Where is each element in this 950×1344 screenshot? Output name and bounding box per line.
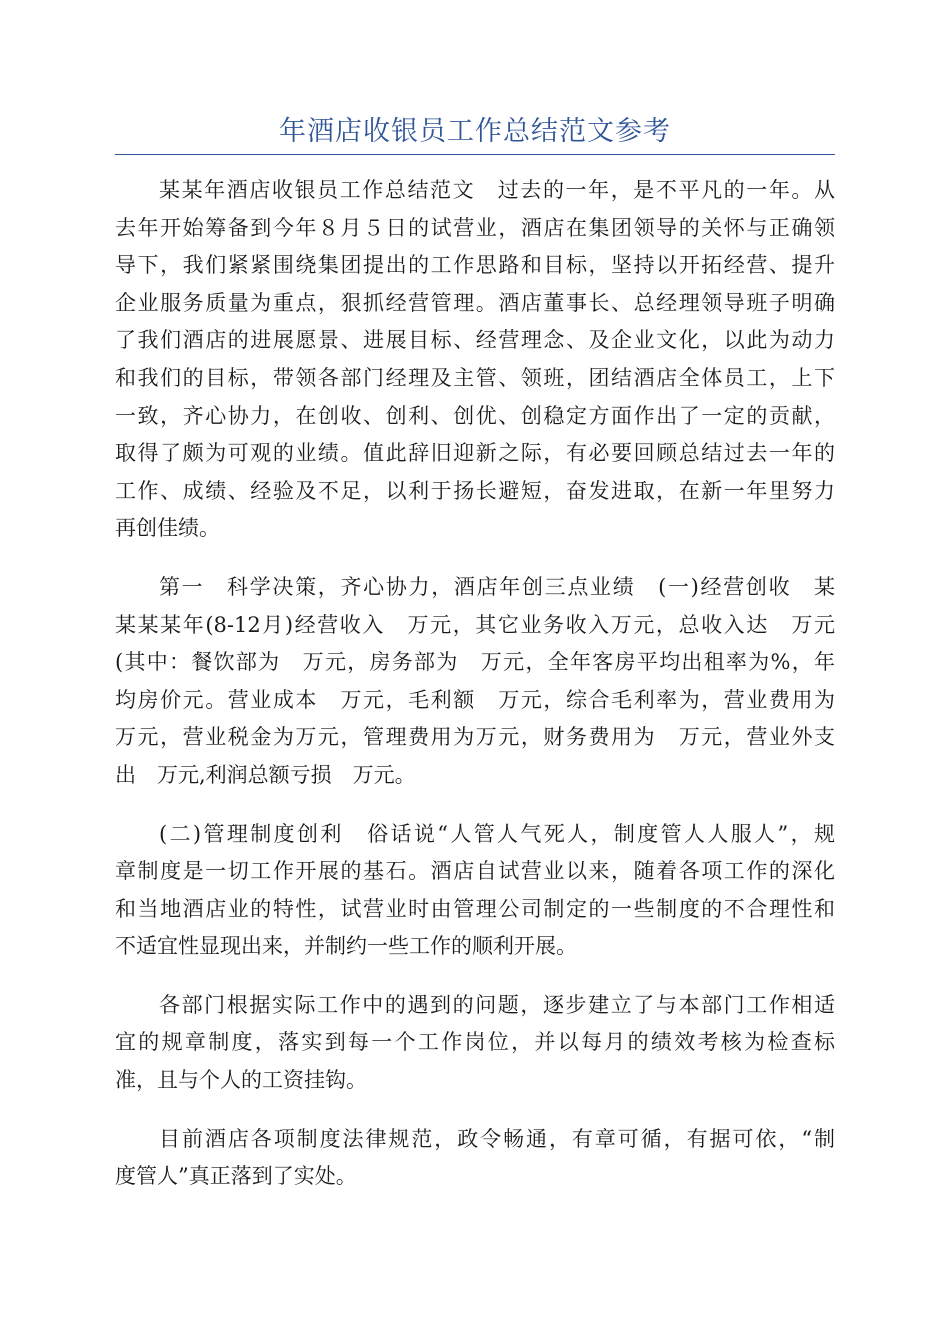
paragraph bbox=[115, 987, 835, 1100]
document-body bbox=[115, 172, 835, 1217]
paragraph bbox=[115, 1121, 835, 1196]
text-line: 和当地酒店业的特性，试营业时由管理公司制定的一些制度的不合理性和 bbox=[115, 896, 835, 921]
text-line: 均房价元。营业成本 万元，毛利额 万元，综合毛利率为，营业费用为 bbox=[115, 687, 835, 712]
text-line: 导下，我们紧紧围绕集团提出的工作思路和目标，坚持以开拓经营、提升 bbox=[115, 253, 835, 278]
text-line: 某某某年(8-12月)经营收入 万元，其它业务收入万元，总收入达 万元 bbox=[115, 612, 835, 637]
text-line: (二)管理制度创利 俗话说“人管人气死人，制度管人人服人”，规 bbox=[159, 821, 835, 846]
text-line: 出 万元,利润总额亏损 万元。 bbox=[115, 762, 416, 787]
text-line: 某某年酒店收银员工作总结范文 过去的一年，是不平凡的一年。从 bbox=[159, 178, 835, 202]
text-line: 去年开始筹备到今年８月５日的试营业，酒店在集团领导的关怀与正确领 bbox=[115, 215, 835, 240]
text-line: 目前酒店各项制度法律规范，政令畅通，有章可循，有据可依，“制 bbox=[159, 1126, 835, 1151]
text-line: 再创佳绩。 bbox=[115, 516, 220, 541]
paragraph bbox=[115, 172, 835, 548]
text-line: 和我们的目标，带领各部门经理及主管、领班，团结酒店全体员工，上下 bbox=[115, 365, 835, 390]
text-line: 万元，营业税金为万元，管理费用为万元，财务费用为 万元，营业外支 bbox=[115, 725, 835, 750]
text-line: 一致，齐心协力，在创收、创利、创优、创稳定方面作出了一定的贡献， bbox=[115, 403, 835, 428]
text-line: 第一 科学决策，齐心协力，酒店年创三点业绩 (一)经营创收 某 bbox=[159, 574, 835, 599]
text-line: 工作、成绩、经验及不足，以利于扬长避短，奋发进取，在新一年里努力 bbox=[115, 478, 835, 503]
text-line: 了我们酒店的进展愿景、进展目标、经营理念、及企业文化，以此为动力 bbox=[115, 328, 835, 353]
text-line: 宜的规章制度，落实到每一个工作岗位，并以每月的绩效考核为检查标 bbox=[115, 1030, 835, 1055]
paragraph bbox=[115, 816, 835, 966]
title-underline bbox=[115, 154, 835, 155]
text-line: (其中：餐饮部为 万元，房务部为 万元，全年客房平均出租率为%，年 bbox=[115, 650, 835, 675]
text-line: 准，且与个人的工资挂钩。 bbox=[115, 1068, 367, 1093]
text-line: 章制度是一切工作开展的基石。酒店自试营业以来，随着各项工作的深化 bbox=[115, 859, 835, 884]
document-title: 年酒店收银员工作总结范文参考 bbox=[279, 116, 671, 147]
text-line: 企业服务质量为重点，狠抓经营管理。酒店董事长、总经理领导班子明确 bbox=[115, 290, 835, 315]
text-line: 各部门根据实际工作中的遇到的问题，逐步建立了与本部门工作相适 bbox=[159, 992, 835, 1017]
text-line: 取得了颇为可观的业绩。值此辞旧迎新之际，有必要回顾总结过去一年的 bbox=[115, 441, 835, 466]
text-line: 度管人”真正落到了实处。 bbox=[115, 1164, 357, 1189]
text-line: 不适宜性显现出来，并制约一些工作的顺利开展。 bbox=[115, 934, 577, 959]
paragraph bbox=[115, 569, 835, 795]
